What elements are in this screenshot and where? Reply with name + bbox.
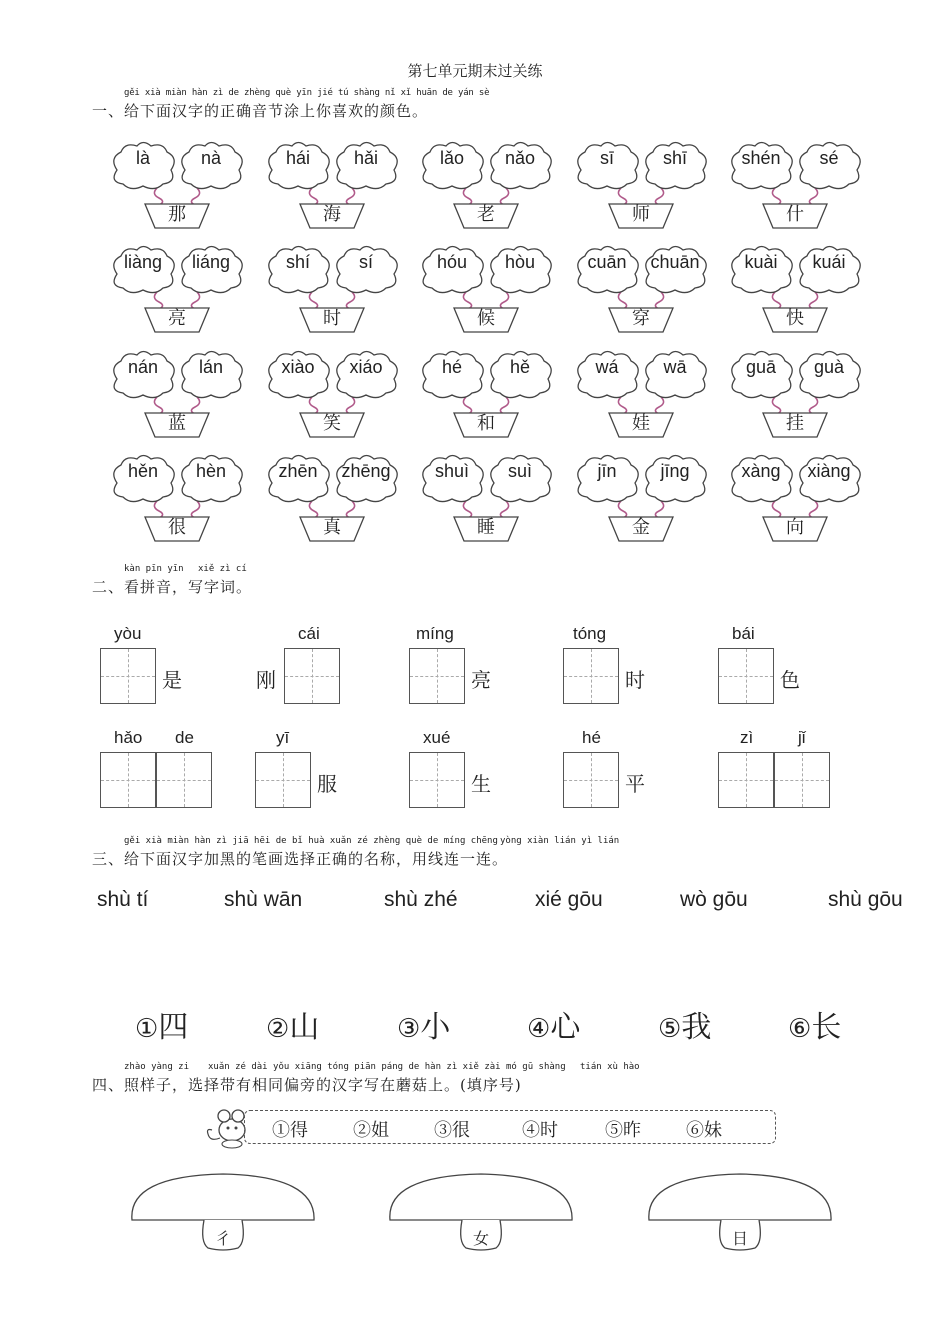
section-4-heading <box>92 1062 640 1095</box>
flower-character: 蓝 <box>168 413 186 434</box>
pinyin-option[interactable]: hě <box>509 357 531 377</box>
pinyin-option[interactable]: liáng <box>191 252 231 272</box>
page-title: 第七单元期末过关练 <box>407 62 543 80</box>
section-3-pinyin-2: yòng xiàn lián yì lián <box>500 836 620 846</box>
pinyin-option[interactable]: sé <box>819 148 839 168</box>
pinyin-option[interactable]: xàng <box>741 461 781 481</box>
pinyin-option[interactable]: wā <box>663 357 687 377</box>
pinyin-option[interactable]: hǎi <box>353 148 379 168</box>
pinyin-hao: hǎo <box>114 728 143 747</box>
flower-item <box>262 140 402 230</box>
pinyin-option[interactable]: hái <box>285 148 311 168</box>
given-char: 是 <box>162 668 182 692</box>
stroke-char-item[interactable] <box>135 1002 188 1046</box>
flower-character: 和 <box>477 413 495 434</box>
pinyin-option[interactable]: sī <box>599 148 614 168</box>
stroke-character: 山 <box>289 1010 320 1045</box>
pinyin-tong: tóng <box>573 624 607 643</box>
pinyin-option[interactable]: hóu <box>436 252 468 272</box>
pinyin-option[interactable]: nà <box>200 148 222 168</box>
given-char: 服 <box>317 772 337 796</box>
writing-box[interactable] <box>563 752 619 808</box>
given-char: 平 <box>625 772 645 796</box>
pinyin-option[interactable]: kuái <box>812 252 846 272</box>
flower-item <box>262 349 402 439</box>
flower-item <box>571 140 711 230</box>
stroke-char-item[interactable] <box>658 1002 711 1046</box>
pinyin-option[interactable]: lán <box>198 357 224 377</box>
section-3-number: 三、 <box>92 850 125 868</box>
pinyin-option[interactable]: lǎo <box>439 148 465 168</box>
stroke-name[interactable]: shù gōu <box>828 888 903 911</box>
pinyin-option[interactable]: guà <box>813 357 845 377</box>
pinyin-ming: míng <box>416 624 454 643</box>
pinyin-option[interactable]: là <box>135 148 150 168</box>
writing-box[interactable] <box>255 752 311 808</box>
given-char: 时 <box>625 668 645 692</box>
pinyin-ji: jǐ <box>798 728 806 747</box>
flower-character: 老 <box>477 204 495 225</box>
section-4-number: 四、 <box>92 1076 125 1094</box>
pinyin-option[interactable]: wá <box>595 357 619 377</box>
pinyin-option[interactable]: xiào <box>281 357 315 377</box>
flower-item <box>262 453 402 543</box>
stroke-name[interactable]: xié gōu <box>535 888 603 911</box>
mushroom-1[interactable] <box>128 1170 318 1254</box>
flower-character: 真 <box>323 517 341 538</box>
flower-item <box>416 453 556 543</box>
flower-character: 娃 <box>632 413 650 434</box>
item-number: ① <box>135 1014 159 1044</box>
stroke-char-item[interactable] <box>788 1002 841 1046</box>
given-char: 色 <box>780 668 800 692</box>
section-4-pinyin-3: tián xù hào <box>580 1062 640 1072</box>
option-item[interactable]: ②姐 <box>353 1120 389 1141</box>
mushroom-2[interactable] <box>386 1170 576 1254</box>
pinyin-de: de <box>175 728 194 747</box>
writing-box[interactable] <box>100 648 156 704</box>
writing-box[interactable] <box>774 752 830 808</box>
pinyin-you: yòu <box>114 624 142 643</box>
flower-item <box>725 140 865 230</box>
flower-item <box>571 349 711 439</box>
flower-character: 笑 <box>323 413 341 434</box>
pinyin-option[interactable]: nǎo <box>504 148 536 168</box>
flower-character: 那 <box>168 204 186 225</box>
section-3-instruction: 给下面汉字加黑的笔画选择正确的名称，用线连一连。 <box>124 850 509 868</box>
pinyin-option[interactable]: liàng <box>123 252 163 272</box>
flower-item <box>725 244 865 334</box>
flower-character: 候 <box>477 308 495 329</box>
stroke-name[interactable]: shù zhé <box>384 888 458 911</box>
flower-item <box>416 244 556 334</box>
pinyin-option[interactable]: zhēn <box>278 461 318 481</box>
pinyin-option[interactable]: jīn <box>597 461 617 481</box>
pinyin-bai: bái <box>732 624 755 643</box>
section-3-pinyin-1: gěi xià miàn hàn zì jiā hēi de bǐ huà xuǎn zé zhèng què de míng chēng <box>124 836 498 846</box>
given-char: 亮 <box>471 668 491 692</box>
pinyin-option[interactable]: chuān <box>650 252 700 272</box>
flower-item <box>262 244 402 334</box>
flower-item <box>571 453 711 543</box>
option-item[interactable]: ⑤昨 <box>605 1120 641 1141</box>
section-2-pinyin-2: xiě zì cí <box>198 564 247 574</box>
flower-character: 向 <box>786 517 804 538</box>
flower-item <box>416 140 556 230</box>
option-item[interactable]: ①得 <box>272 1120 308 1141</box>
pinyin-zi: zì <box>740 728 754 747</box>
flower-character: 亮 <box>168 308 186 329</box>
stroke-character: 心 <box>550 1010 581 1045</box>
flower-item <box>107 453 247 543</box>
option-item[interactable]: ⑥妹 <box>686 1120 722 1141</box>
section-2-instruction: 看拼音，写字词。 <box>124 578 253 596</box>
pinyin-option[interactable]: sí <box>358 252 373 272</box>
stroke-name[interactable]: shù wān <box>224 888 303 911</box>
item-number: ② <box>266 1014 290 1044</box>
section-4-instruction: 照样子，选择带有相同偏旁的汉字写在蘑菇上。(填序号) <box>124 1076 522 1094</box>
given-char: 生 <box>471 772 491 796</box>
pinyin-option[interactable]: hèn <box>195 461 227 481</box>
pinyin-xue: xué <box>423 728 451 747</box>
pinyin-option[interactable]: zhēng <box>341 461 391 481</box>
pinyin-option[interactable]: kuài <box>744 252 778 272</box>
stroke-name[interactable]: wò gōu <box>680 888 748 911</box>
writing-box[interactable] <box>718 752 774 808</box>
flower-item <box>571 244 711 334</box>
flower-character: 师 <box>632 204 650 225</box>
flower-character: 挂 <box>786 413 804 434</box>
pinyin-option[interactable]: jīng <box>660 461 690 481</box>
writing-box[interactable] <box>718 648 774 704</box>
flower-character: 金 <box>632 517 650 538</box>
item-number: ⑥ <box>788 1014 812 1044</box>
section-4-pinyin-2: xuǎn zé dài yǒu xiāng tóng piān páng de hàn zì xiě zài mó gū shàng <box>208 1062 566 1072</box>
section-1-number: 一、 <box>92 102 125 120</box>
given-char: 刚 <box>256 668 276 692</box>
section-4-pinyin-1: zhào yàng zi <box>124 1062 190 1072</box>
stroke-character: 小 <box>420 1010 451 1045</box>
section-2-heading <box>92 564 253 597</box>
option-item[interactable]: ④时 <box>522 1120 558 1141</box>
writing-box[interactable] <box>409 648 465 704</box>
flower-item <box>725 453 865 543</box>
pinyin-option[interactable]: xiáo <box>349 357 383 377</box>
pinyin-option[interactable]: cuān <box>587 252 627 272</box>
flower-character: 时 <box>323 308 341 329</box>
pinyin-he: hé <box>582 728 601 747</box>
stroke-character: 我 <box>681 1010 712 1045</box>
flower-item <box>725 349 865 439</box>
stroke-char-item[interactable] <box>266 1002 319 1046</box>
stroke-char-item[interactable] <box>527 1002 580 1046</box>
mushroom-radical: 女 <box>472 1229 489 1248</box>
pinyin-option[interactable]: guā <box>745 357 777 377</box>
section-2-pinyin-1: kàn pīn yīn <box>124 564 184 574</box>
pinyin-option[interactable]: shí <box>285 252 310 272</box>
item-number: ④ <box>527 1014 551 1044</box>
flower-character: 睡 <box>477 517 495 538</box>
stroke-character: 四 <box>158 1010 189 1045</box>
item-number: ⑤ <box>658 1014 682 1044</box>
flower-character: 海 <box>323 204 341 225</box>
section-1-instruction: 给下面汉字的正确音节涂上你喜欢的颜色。 <box>124 102 429 120</box>
mushroom-3[interactable] <box>645 1170 835 1254</box>
pinyin-yi: yī <box>276 728 290 747</box>
writing-box[interactable] <box>409 752 465 808</box>
flower-character: 快 <box>786 308 804 329</box>
item-number: ③ <box>397 1014 421 1044</box>
writing-box[interactable] <box>284 648 340 704</box>
mushroom-radical: 彳 <box>214 1229 231 1248</box>
pinyin-option[interactable]: xiàng <box>807 461 851 481</box>
pinyin-option[interactable]: shuì <box>434 461 470 481</box>
section-1-heading <box>92 88 490 121</box>
flower-character: 什 <box>786 204 804 225</box>
pinyin-option[interactable]: suì <box>507 461 532 481</box>
stroke-character: 长 <box>811 1010 842 1045</box>
pinyin-option[interactable]: nán <box>127 357 159 377</box>
pinyin-cai: cái <box>298 624 320 643</box>
pinyin-option[interactable]: hé <box>441 357 463 377</box>
flower-item <box>107 244 247 334</box>
pinyin-option[interactable]: shén <box>741 148 781 168</box>
flower-character: 很 <box>168 517 186 538</box>
flower-item <box>107 140 247 230</box>
section-1-pinyin: gěi xià miàn hàn zì de zhèng què yīn jié tú shàng nǐ xǐ huān de yán sè <box>124 88 490 98</box>
pinyin-option[interactable]: shī <box>662 148 687 168</box>
section-2-number: 二、 <box>92 578 125 596</box>
pinyin-option[interactable]: hòu <box>504 252 536 272</box>
mushroom-radical: 日 <box>731 1229 748 1248</box>
flower-item <box>107 349 247 439</box>
stroke-name[interactable]: shù tí <box>97 888 149 911</box>
writing-box[interactable] <box>563 648 619 704</box>
flower-character: 穿 <box>632 308 650 329</box>
writing-box[interactable] <box>156 752 212 808</box>
pinyin-option[interactable]: hěn <box>127 461 159 481</box>
section-3-heading <box>92 836 620 869</box>
stroke-char-item[interactable] <box>397 1002 450 1046</box>
writing-box[interactable] <box>100 752 156 808</box>
option-item[interactable]: ③很 <box>434 1120 470 1141</box>
flower-item <box>416 349 556 439</box>
